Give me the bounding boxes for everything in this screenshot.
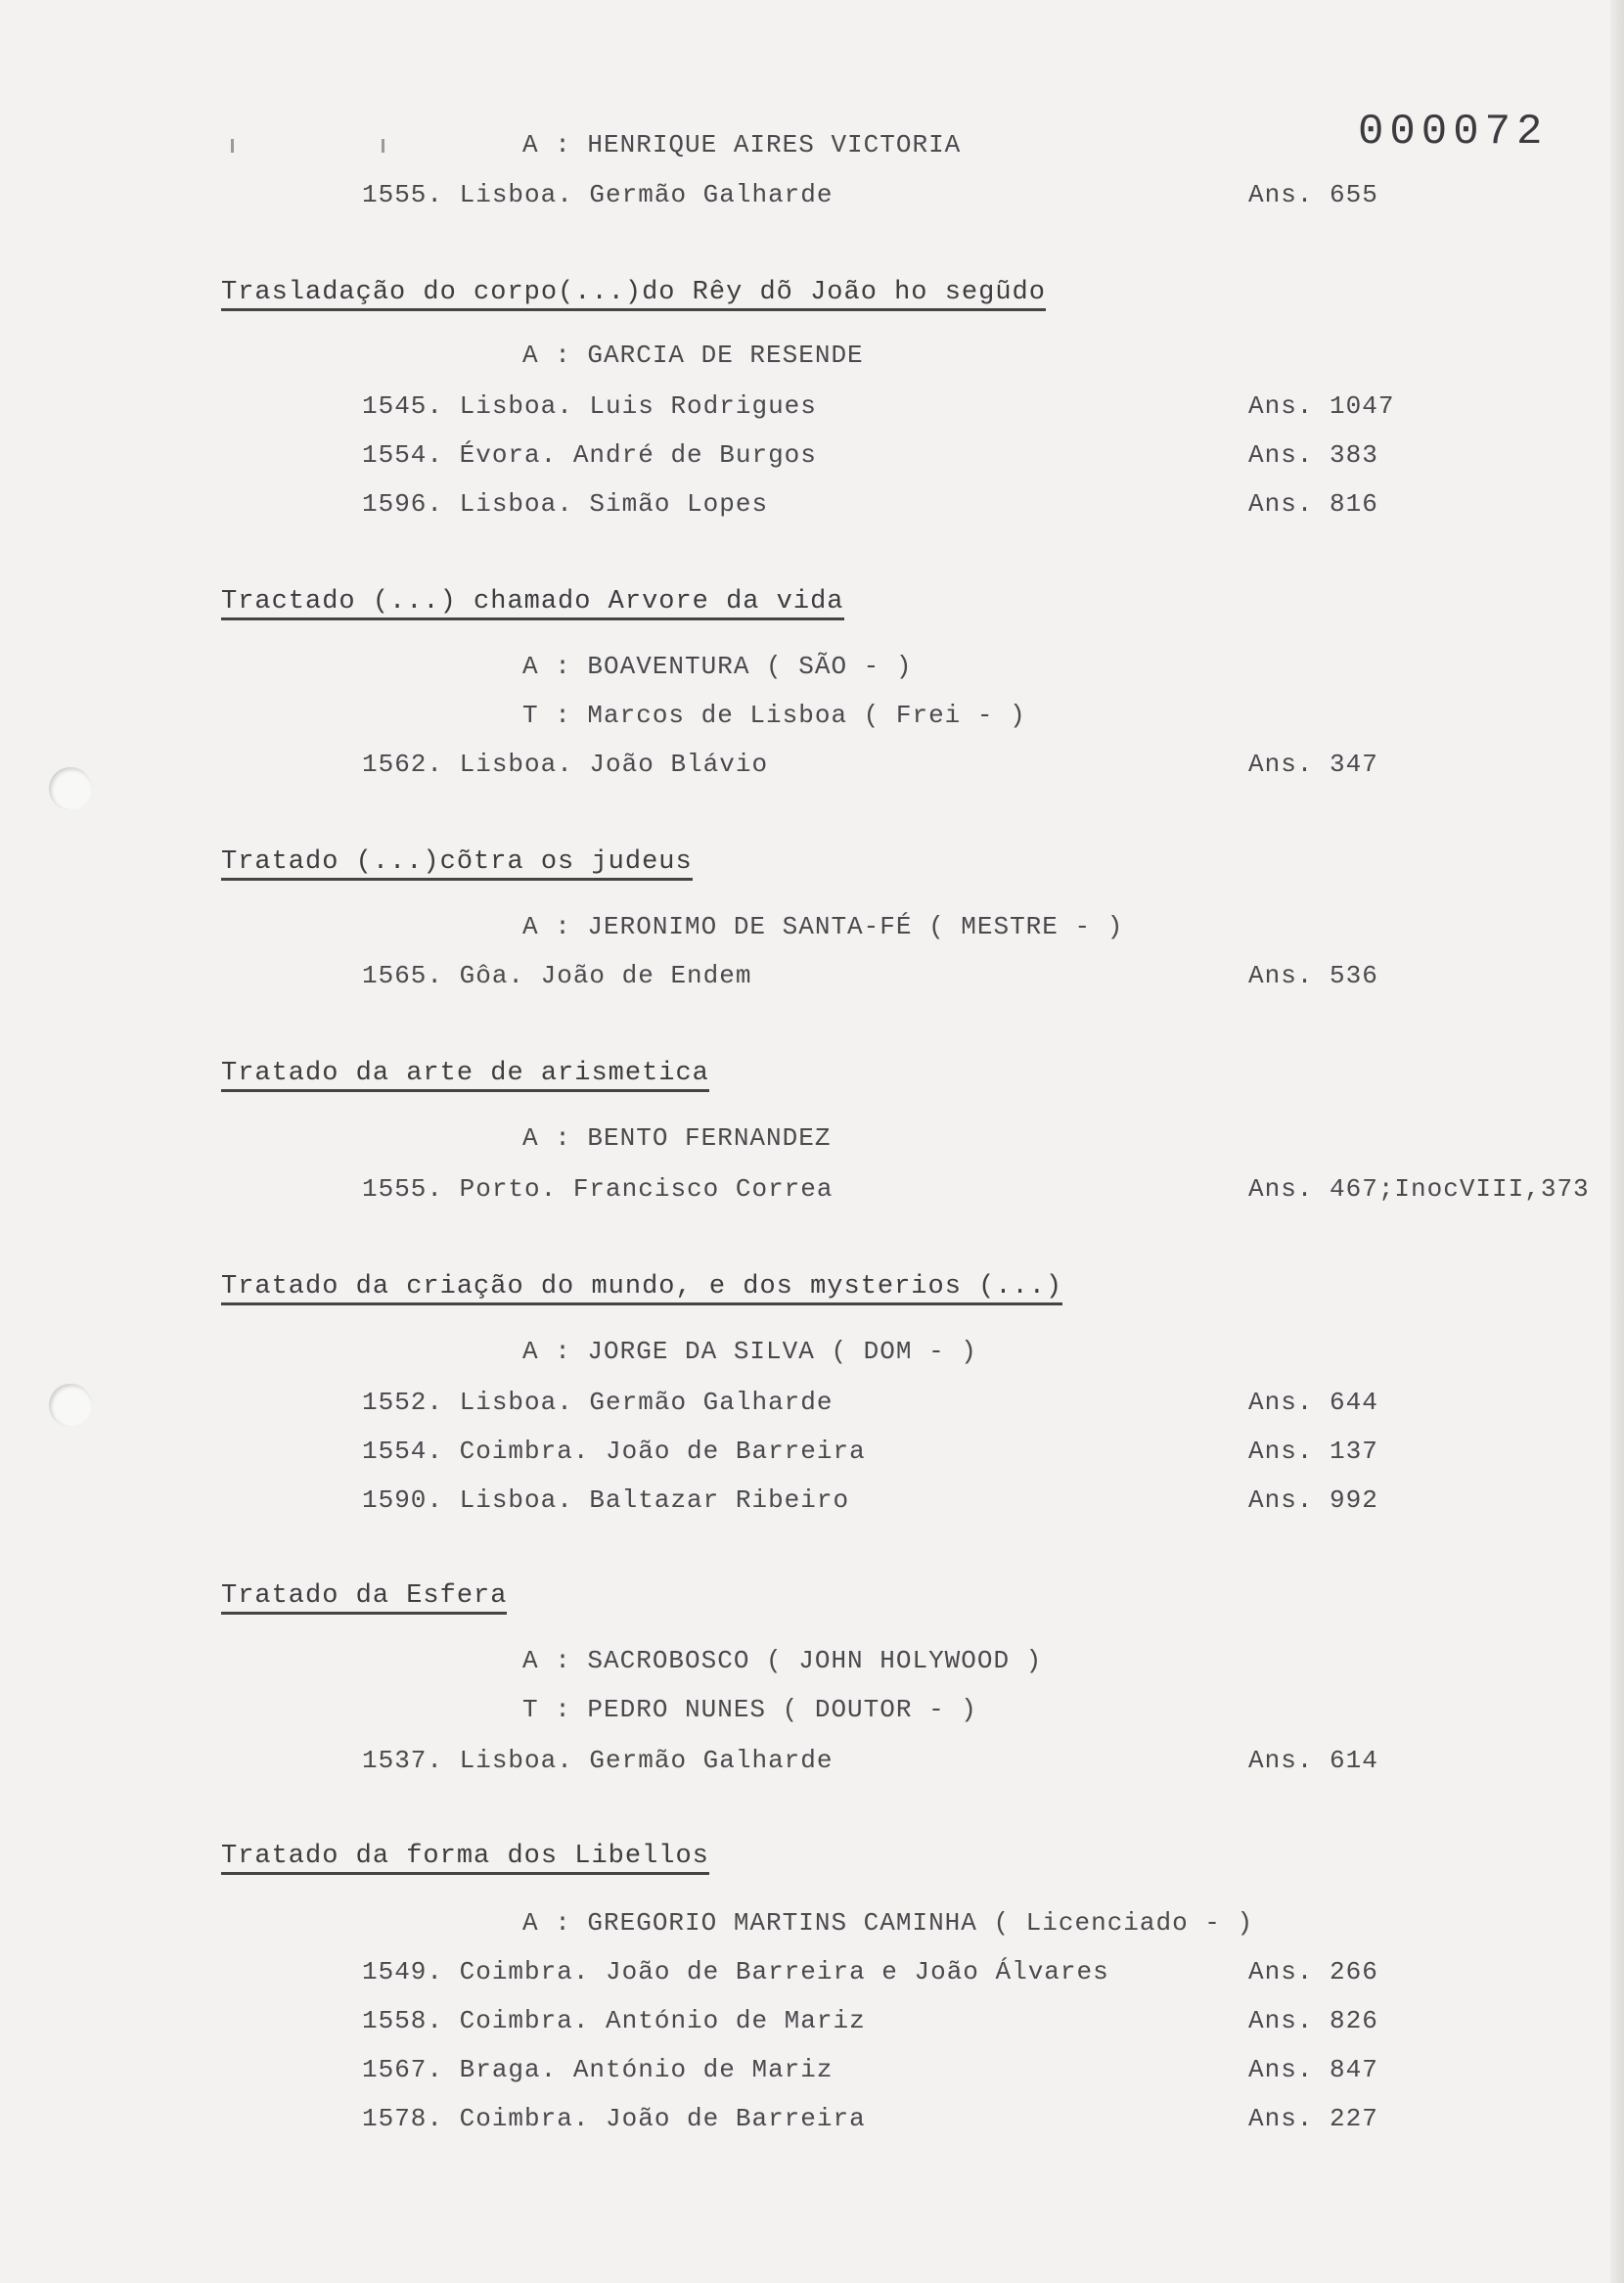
edition-entry: 1555. Porto. Francisco Correa <box>362 1174 834 1204</box>
edition-entry: 1554. Coimbra. João de Barreira <box>362 1437 866 1466</box>
edition-entry: 1537. Lisboa. Germão Galharde <box>362 1746 834 1775</box>
author-line: A : SACROBOSCO ( JOHN HOLYWOOD ) <box>522 1646 1043 1675</box>
edition-reference: Ans. 347 <box>1248 750 1378 779</box>
work-title: Tratado da forma dos Libellos <box>221 1842 709 1875</box>
work-title: Tratado da Esfera <box>221 1581 507 1615</box>
author-line: A : BENTO FERNANDEZ <box>522 1123 832 1153</box>
edition-reference: Ans. 644 <box>1248 1388 1378 1417</box>
edition-entry: 1558. Coimbra. António de Mariz <box>362 2006 866 2035</box>
punch-hole <box>49 767 92 810</box>
edition-entry: 1590. Lisboa. Baltazar Ribeiro <box>362 1485 850 1515</box>
author-line: A : GARCIA DE RESENDE <box>522 341 864 370</box>
work-title: Tratado (...)cõtra os judeus <box>221 847 693 881</box>
edition-reference: Ans. 467;InocVIII,373 <box>1248 1174 1590 1204</box>
edition-reference: Ans. 655 <box>1248 180 1378 209</box>
punch-hole <box>49 1384 92 1427</box>
work-title: Trasladação do corpo(...)do Rêy dõ João ho segũdo <box>221 278 1046 311</box>
edition-entry: 1555. Lisboa. Germão Galharde <box>362 180 834 209</box>
edition-reference: Ans. 992 <box>1248 1485 1378 1515</box>
margin-mark <box>382 139 384 153</box>
edition-reference: Ans. 826 <box>1248 2006 1378 2035</box>
document-number: 000072 <box>1358 108 1549 157</box>
paper-edge <box>1610 0 1624 2283</box>
edition-reference: Ans. 266 <box>1248 1957 1378 1986</box>
author-line: A : JORGE DA SILVA ( DOM - ) <box>522 1337 977 1366</box>
edition-entry: 1562. Lisboa. João Blávio <box>362 750 769 779</box>
edition-reference: Ans. 536 <box>1248 961 1378 990</box>
work-title: Tratado da arte de arismetica <box>221 1059 709 1092</box>
translator-line: T : PEDRO NUNES ( DOUTOR - ) <box>522 1695 977 1724</box>
work-title: Tratado da criação do mundo, e dos mysterios (...) <box>221 1272 1062 1305</box>
author-line: A : HENRIQUE AIRES VICTORIA <box>522 130 962 160</box>
margin-mark <box>231 139 234 153</box>
edition-entry: 1552. Lisboa. Germão Galharde <box>362 1388 834 1417</box>
edition-entry: 1578. Coimbra. João de Barreira <box>362 2104 866 2133</box>
edition-entry: 1545. Lisboa. Luis Rodrigues <box>362 391 817 421</box>
edition-reference: Ans. 614 <box>1248 1746 1378 1775</box>
edition-entry: 1567. Braga. António de Mariz <box>362 2055 834 2084</box>
edition-reference: Ans. 1047 <box>1248 391 1395 421</box>
edition-reference: Ans. 383 <box>1248 440 1378 470</box>
edition-entry: 1554. Évora. André de Burgos <box>362 440 817 470</box>
edition-reference: Ans. 847 <box>1248 2055 1378 2084</box>
edition-reference: Ans. 227 <box>1248 2104 1378 2133</box>
author-line: A : JERONIMO DE SANTA-FÉ ( MESTRE - ) <box>522 912 1124 941</box>
edition-entry: 1549. Coimbra. João de Barreira e João Álvares <box>362 1957 1109 1986</box>
author-line: A : BOAVENTURA ( SÃO - ) <box>522 652 913 681</box>
edition-reference: Ans. 816 <box>1248 489 1378 519</box>
work-title: Tractado (...) chamado Arvore da vida <box>221 587 844 620</box>
author-line: A : GREGORIO MARTINS CAMINHA ( Licenciado - ) <box>522 1908 1254 1938</box>
edition-entry: 1596. Lisboa. Simão Lopes <box>362 489 769 519</box>
edition-reference: Ans. 137 <box>1248 1437 1378 1466</box>
edition-entry: 1565. Gôa. João de Endem <box>362 961 752 990</box>
translator-line: T : Marcos de Lisboa ( Frei - ) <box>522 701 1026 730</box>
